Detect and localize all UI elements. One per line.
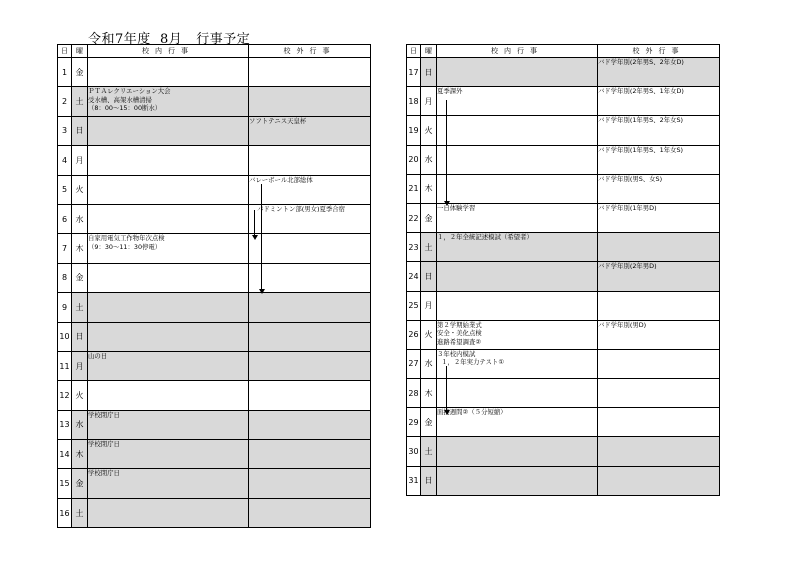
day-number: 31	[407, 466, 421, 495]
outside-event	[249, 146, 371, 175]
school-event: 学校閉庁日	[88, 469, 249, 498]
outside-event: ソフトテニス天皇杯	[249, 116, 371, 145]
weekday: 水	[421, 349, 437, 378]
weekday: 日	[421, 262, 437, 291]
day-number: 11	[58, 351, 72, 380]
day-row	[407, 116, 720, 145]
day-row	[58, 381, 371, 410]
school-event: 自家用電気工作物年次点検 （9：30～11：30停電）	[88, 234, 249, 263]
day-row	[58, 410, 371, 439]
outside-event	[249, 351, 371, 380]
school-event	[437, 437, 598, 466]
duration-arrow-volleyball	[261, 184, 262, 290]
day-row	[407, 233, 720, 262]
day-row	[58, 204, 371, 233]
weekday: 日	[421, 466, 437, 495]
school-event	[88, 204, 249, 233]
school-event: ＰＴＡレクリエーション大会 受水槽、高架水槽清掃 （8：00～15：00断水）	[88, 87, 249, 116]
weekday: 水	[72, 410, 88, 439]
day-number: 12	[58, 381, 72, 410]
day-row	[407, 87, 720, 116]
school-event	[88, 175, 249, 204]
day-number: 4	[58, 146, 72, 175]
school-event	[88, 498, 249, 527]
weekday: 火	[72, 381, 88, 410]
header-outside-events: 校外行事	[249, 45, 371, 58]
day-number: 15	[58, 469, 72, 498]
day-row	[58, 351, 371, 380]
day-number: 21	[407, 174, 421, 203]
day-number: 18	[407, 87, 421, 116]
outside-event	[249, 293, 371, 322]
day-number: 26	[407, 320, 421, 349]
weekday: 土	[72, 293, 88, 322]
day-row	[58, 440, 371, 469]
day-row	[407, 466, 720, 495]
header-outside-events: 校外行事	[598, 45, 720, 58]
outside-event: バド学年別(2年男S、1年女D)	[598, 87, 720, 116]
school-event	[437, 58, 598, 87]
outside-event	[249, 322, 371, 351]
school-event: 学校閉庁日	[88, 410, 249, 439]
day-number: 28	[407, 379, 421, 408]
day-number: 22	[407, 203, 421, 232]
schedule-table-right	[406, 44, 720, 496]
school-event: 一日体験学習	[437, 203, 598, 232]
weekday: 木	[72, 440, 88, 469]
outside-event: バド学年別(2年男D)	[598, 262, 720, 291]
duration-arrow-badminton-camp	[254, 210, 255, 236]
school-event	[437, 291, 598, 320]
day-row	[407, 174, 720, 203]
day-row	[407, 320, 720, 349]
day-row	[407, 145, 720, 174]
weekday: 火	[421, 320, 437, 349]
weekday: 金	[72, 469, 88, 498]
weekday: 日	[421, 58, 437, 87]
day-row	[58, 498, 371, 527]
weekday: 金	[72, 263, 88, 292]
day-row	[407, 437, 720, 466]
school-event: 第２学期始業式 安全・美化点検 進路希望調査②	[437, 320, 598, 349]
day-row	[58, 175, 371, 204]
school-event: １，２年全統記述模試（希望者）	[437, 233, 598, 262]
outside-event	[598, 291, 720, 320]
day-number: 29	[407, 408, 421, 437]
duration-arrow-mock-exam	[446, 366, 447, 411]
weekday: 金	[421, 408, 437, 437]
outside-event	[598, 349, 720, 378]
outside-event: バド学年別(1年男S、2年女S)	[598, 116, 720, 145]
day-row	[407, 291, 720, 320]
weekday: 木	[421, 174, 437, 203]
school-event	[437, 116, 598, 145]
school-event: 面接週間②（５分短縮）	[437, 408, 598, 437]
school-event	[437, 174, 598, 203]
day-number: 7	[58, 234, 72, 263]
weekday: 土	[421, 437, 437, 466]
day-number: 8	[58, 263, 72, 292]
day-number: 5	[58, 175, 72, 204]
weekday: 木	[421, 379, 437, 408]
school-event	[437, 466, 598, 495]
day-row	[407, 58, 720, 87]
outside-event: バドミントン部(男女)夏季合宿	[249, 204, 371, 233]
weekday: 金	[72, 58, 88, 87]
day-number: 25	[407, 291, 421, 320]
day-row	[407, 379, 720, 408]
day-row	[407, 203, 720, 232]
outside-event: バド学年別(1年男D)	[598, 203, 720, 232]
day-row	[58, 116, 371, 145]
school-event	[88, 263, 249, 292]
day-number: 10	[58, 322, 72, 351]
day-number: 16	[58, 498, 72, 527]
outside-event	[598, 233, 720, 262]
day-number: 13	[58, 410, 72, 439]
header-school-events: 校内行事	[88, 45, 249, 58]
outside-event	[598, 379, 720, 408]
day-number: 17	[407, 58, 421, 87]
school-event	[88, 293, 249, 322]
page-title: 令和7年度 8月 行事予定	[88, 32, 251, 47]
day-number: 19	[407, 116, 421, 145]
weekday: 土	[72, 87, 88, 116]
outside-event: バド学年別(男D)	[598, 320, 720, 349]
day-row	[407, 349, 720, 378]
school-event: 学校閉庁日	[88, 440, 249, 469]
weekday: 水	[421, 145, 437, 174]
day-number: 20	[407, 145, 421, 174]
day-number: 6	[58, 204, 72, 233]
day-number: 9	[58, 293, 72, 322]
schedule-table-left	[57, 44, 371, 528]
school-event: 夏季課外	[437, 87, 598, 116]
weekday: 月	[421, 291, 437, 320]
weekday: 月	[72, 351, 88, 380]
outside-event	[598, 466, 720, 495]
outside-event	[249, 58, 371, 87]
header-weekday: 曜	[421, 45, 437, 58]
weekday: 木	[72, 234, 88, 263]
outside-event	[249, 469, 371, 498]
header-day: 日	[58, 45, 72, 58]
outside-event	[249, 87, 371, 116]
header-weekday: 曜	[72, 45, 88, 58]
outside-event: バド学年別(2年男S、2年女D)	[598, 58, 720, 87]
outside-event	[249, 410, 371, 439]
weekday: 月	[421, 87, 437, 116]
day-row	[58, 87, 371, 116]
weekday: 火	[72, 175, 88, 204]
outside-event	[249, 263, 371, 292]
day-row	[58, 234, 371, 263]
duration-arrow-summer-classes	[446, 100, 447, 202]
day-row	[58, 293, 371, 322]
outside-event	[249, 234, 371, 263]
school-event	[88, 116, 249, 145]
outside-event: バレーボール北部総体	[249, 175, 371, 204]
weekday: 日	[72, 116, 88, 145]
school-event	[437, 262, 598, 291]
school-event	[88, 381, 249, 410]
day-number: 27	[407, 349, 421, 378]
school-event	[88, 322, 249, 351]
day-number: 1	[58, 58, 72, 87]
outside-event	[249, 381, 371, 410]
school-event	[437, 145, 598, 174]
day-number: 23	[407, 233, 421, 262]
weekday: 月	[72, 146, 88, 175]
day-row	[58, 146, 371, 175]
day-row	[58, 263, 371, 292]
weekday: 土	[421, 233, 437, 262]
weekday: 日	[72, 322, 88, 351]
outside-event: バド学年別(男S、女S)	[598, 174, 720, 203]
weekday: 火	[421, 116, 437, 145]
day-row	[58, 58, 371, 87]
day-number: 14	[58, 440, 72, 469]
day-number: 24	[407, 262, 421, 291]
school-event	[88, 58, 249, 87]
outside-event	[249, 440, 371, 469]
header-day: 日	[407, 45, 421, 58]
day-row	[407, 408, 720, 437]
day-row	[407, 262, 720, 291]
outside-event	[249, 498, 371, 527]
outside-event	[598, 408, 720, 437]
weekday: 土	[72, 498, 88, 527]
header-school-events: 校内行事	[437, 45, 598, 58]
day-number: 30	[407, 437, 421, 466]
school-event: 山の日	[88, 351, 249, 380]
weekday: 金	[421, 203, 437, 232]
school-event	[88, 146, 249, 175]
outside-event	[598, 437, 720, 466]
outside-event: バド学年別(1年男S、1年女S)	[598, 145, 720, 174]
weekday: 水	[72, 204, 88, 233]
school-event	[437, 379, 598, 408]
day-row	[58, 469, 371, 498]
day-row	[58, 322, 371, 351]
day-number: 2	[58, 87, 72, 116]
day-number: 3	[58, 116, 72, 145]
school-event: ３年校内模試 １，２年実力テスト①	[437, 349, 598, 378]
